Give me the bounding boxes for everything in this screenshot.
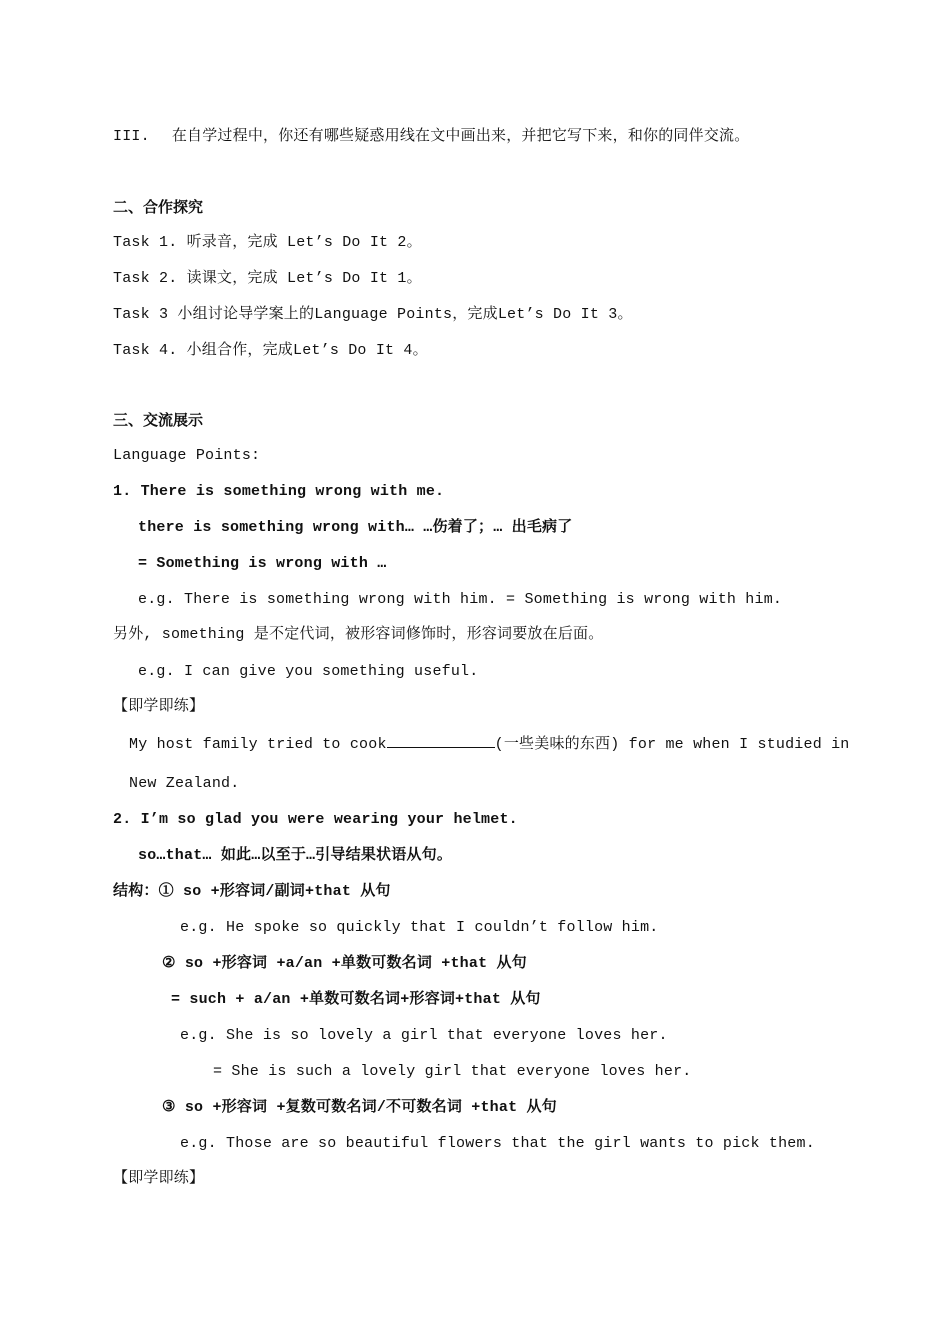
item-iii-number: III. (113, 128, 150, 145)
section-heading-cooperation: 二、合作探究 (113, 198, 204, 216)
structure-1-example: e.g. He spoke so quickly that I couldn’t follow him. (180, 919, 659, 936)
point-2-phrase: so…that… 如此…以至于…引导结果状语从句。 (138, 847, 453, 864)
structure-1: 结构：① so +形容词/副词+that 从句 (113, 883, 391, 900)
answer-blank[interactable] (387, 733, 495, 748)
structure-3: ③ so +形容词 +复数可数名词/不可数名词 +that 从句 (162, 1099, 557, 1116)
structure-2-example-rewrite: = She is such a lovely girl that everyone loves her. (213, 1063, 692, 1080)
structure-2-example: e.g. She is so lovely a girl that everyone loves her. (180, 1027, 668, 1044)
exercise-1-after: (一些美味的东西) for me when I studied in (494, 736, 850, 753)
item-iii (113, 127, 749, 147)
practice-exercise-1-line2: New Zealand. (129, 775, 240, 792)
structure-3-example: e.g. Those are so beautiful flowers that the girl wants to pick them. (180, 1135, 815, 1152)
practice-exercise-1 (129, 733, 850, 755)
point-1-example-1: e.g. There is something wrong with him. = Something is wrong with him. (138, 591, 783, 608)
point-1-example-2: e.g. I can give you something useful. (138, 663, 479, 680)
point-1-phrase: there is something wrong with… …伤着了；… 出毛病了 (138, 519, 573, 536)
point-1-equal: = Something is wrong with … (138, 555, 387, 572)
structure-2-equivalent: = such + a/an +单数可数名词+形容词+that 从句 (171, 991, 541, 1008)
structure-2: ② so +形容词 +a/an +单数可数名词 +that 从句 (162, 955, 527, 972)
exercise-1-before: My host family tried to cook (129, 736, 387, 753)
practice-label-2: 【即学即练】 (113, 1170, 205, 1187)
point-2-title: 2. I’m so glad you were wearing your helmet. (113, 811, 518, 828)
task-1: Task 1. 听录音，完成 Let’s Do It 2。 (113, 234, 422, 251)
task-2: Task 2. 读课文，完成 Let’s Do It 1。 (113, 270, 422, 287)
section-heading-presentation: 三、交流展示 (113, 411, 204, 429)
practice-label-1: 【即学即练】 (113, 698, 205, 715)
item-iii-text: 在自学过程中，你还有哪些疑惑用线在文中画出来，并把它写下来，和你的同伴交流。 (171, 128, 750, 145)
task-3: Task 3 小组讨论导学案上的Language Points，完成Let’s Do It 3。 (113, 306, 633, 323)
point-1-note: 另外, something 是不定代词，被形容词修饰时，形容词要放在后面。 (113, 626, 604, 643)
task-4: Task 4. 小组合作，完成Let’s Do It 4。 (113, 342, 428, 359)
language-points-title: Language Points: (113, 447, 261, 464)
point-1-title: 1. There is something wrong with me. (113, 483, 445, 500)
